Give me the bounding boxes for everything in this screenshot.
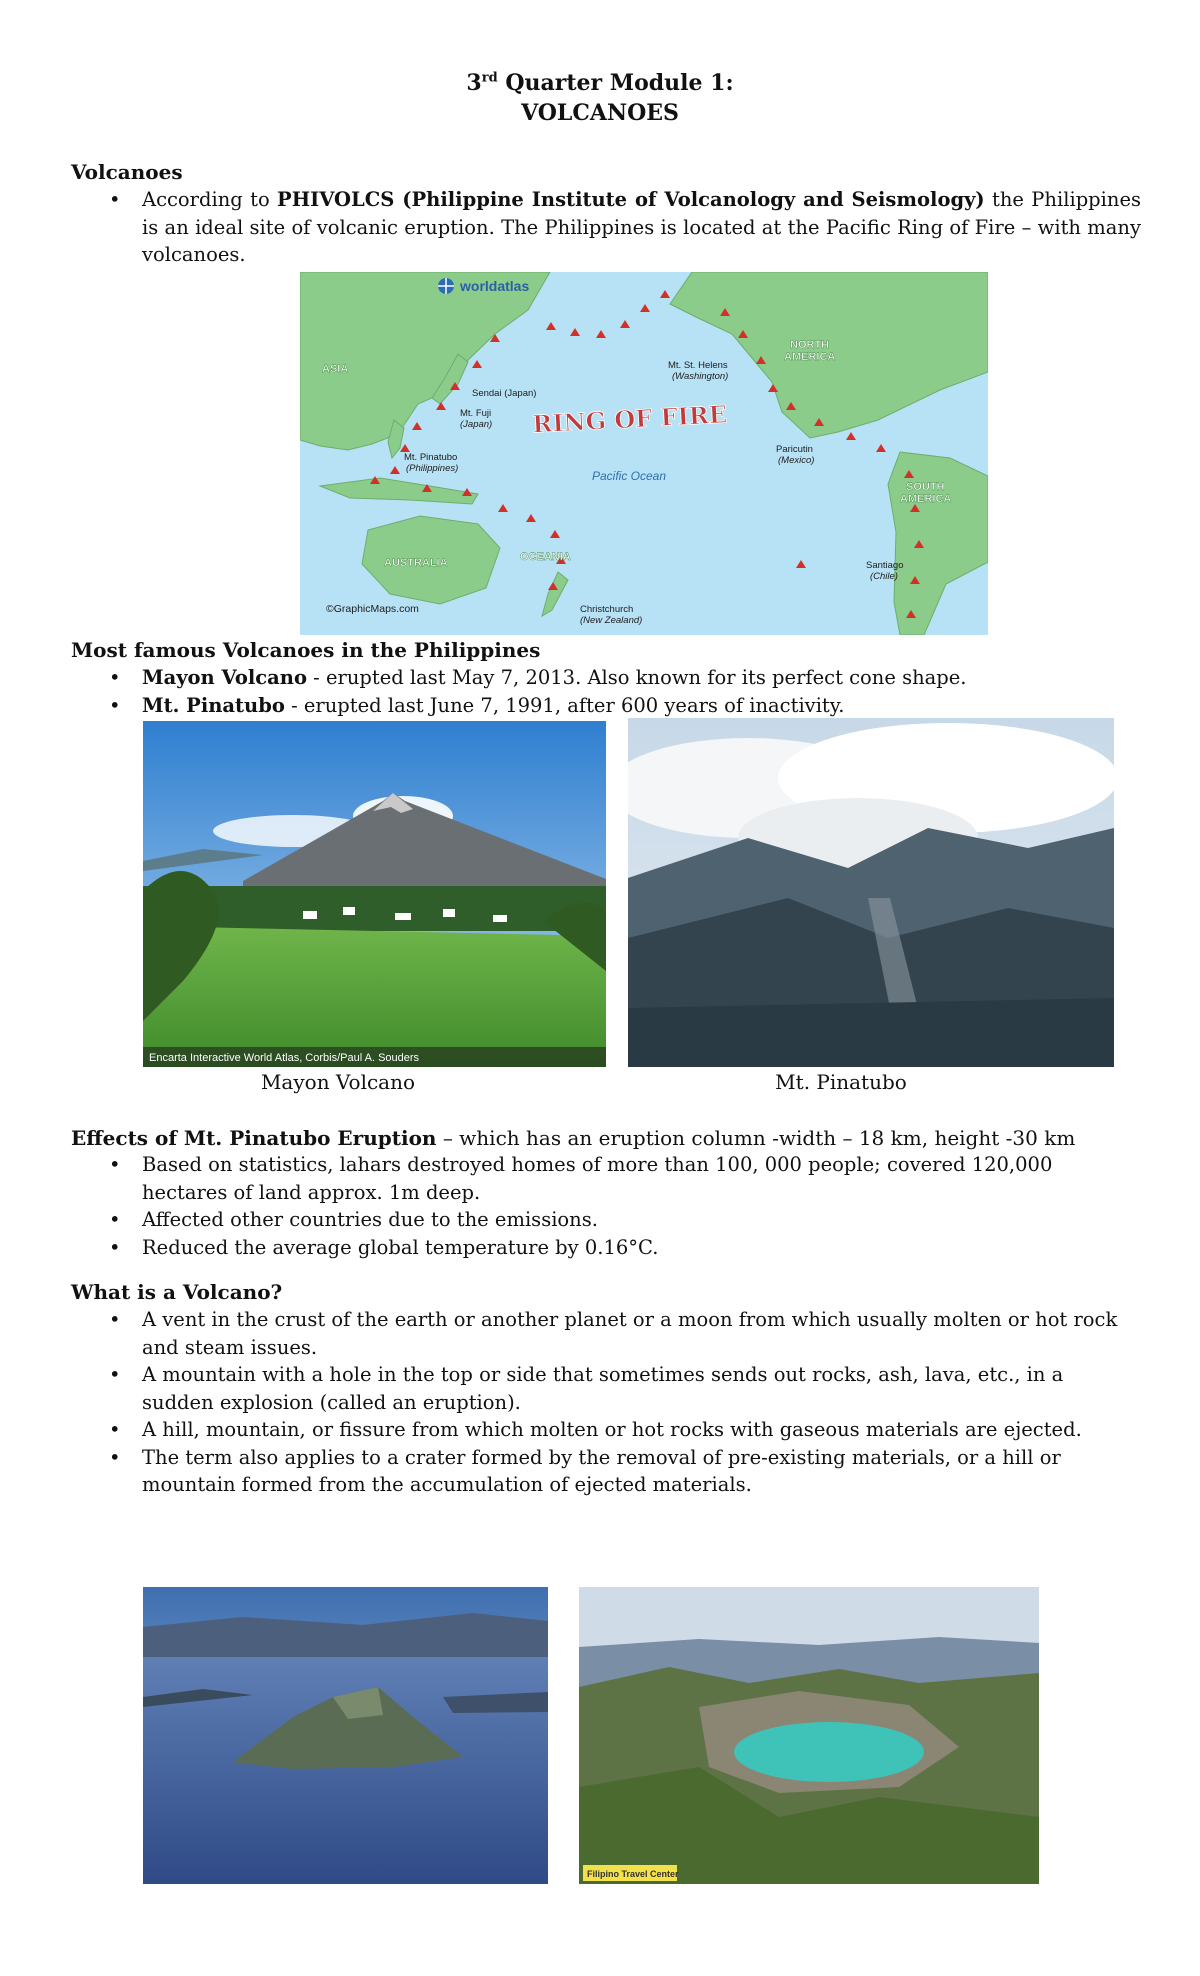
place-label: Christchurch (580, 604, 634, 615)
list-item: • Mt. Pinatubo - erupted last June 7, 1991, after 600 years of inactivity. (71, 692, 1141, 720)
place-label: Sendai (Japan) (472, 388, 537, 399)
ocean-label: Pacific Ocean (592, 469, 667, 483)
list-item: • A mountain with a hole in the top or side that sometimes sends out rocks, ash, lava, etc., in a sudden explosion (called an eruption). (71, 1361, 1141, 1416)
place-label: Paricutin (776, 444, 813, 455)
ring-of-fire-map (300, 272, 988, 635)
list-item: • According to PHIVOLCS (Philippine Institute of Volcanology and Seismology) the Philippines is an ideal site of volcanic eruption. The Philippines is located at the Pacific Ring of Fire – with many volcanoes. (71, 186, 1141, 269)
continent-label: SOUTH (906, 481, 945, 493)
continent-label: ASIA (322, 363, 349, 375)
continent-label: NORTH (790, 339, 830, 351)
effects-heading: Effects of Mt. Pinatubo Eruption – which has an eruption column -width – 18 km, height -30 km (71, 1126, 1076, 1150)
map-brand: worldatlas (460, 278, 530, 294)
photo-credit: Filipino Travel Center (587, 1869, 679, 1879)
mayon-caption: Mayon Volcano (260, 1070, 416, 1094)
list-item: • Based on statistics, lahars destroyed homes of more than 100, 000 people; covered 120,000 hectares of land approx. 1m deep. (71, 1151, 1141, 1206)
volcanoes-list (71, 186, 1141, 269)
place-label: Mt. Fuji (460, 408, 492, 419)
famous-volcanoes-heading: Most famous Volcanoes in the Philippines (71, 638, 541, 662)
taal-volcano-photo (143, 1587, 548, 1884)
pinatubo-photo (628, 718, 1114, 1067)
module-subtitle: VOLCANOES (521, 100, 679, 126)
list-item: • The term also applies to a crater formed by the removal of pre-existing materials, or a hill or mountain formed from the accumulation of ejected materials. (71, 1444, 1141, 1499)
pinatubo-caption: Mt. Pinatubo (775, 1070, 907, 1094)
photo-credit: Encarta Interactive World Atlas, Corbis/Paul A. Souders (149, 1052, 420, 1064)
continent-label: AUSTRALIA (384, 557, 448, 569)
volcanoes-heading: Volcanoes (71, 160, 183, 184)
place-label: Santiago (866, 560, 904, 571)
famous-volcanoes-list (71, 664, 1141, 719)
place-label: Mt. Pinatubo (404, 452, 458, 463)
list-item: • A vent in the crust of the earth or another planet or a moon from which usually molten or hot rock and steam issues. (71, 1306, 1141, 1361)
list-item: • Reduced the average global temperature by 0.16°C. (71, 1234, 1141, 1262)
place-label: Mt. St. Helens (668, 360, 728, 371)
continent-label: AMERICA (900, 493, 952, 505)
place-label: (New Zealand) (580, 615, 643, 626)
continent-label: OCEANIA (520, 551, 571, 563)
mayon-volcano-photo (143, 721, 606, 1067)
place-label: (Washington) (672, 371, 729, 382)
place-label: (Japan) (460, 419, 493, 430)
list-item: • Mayon Volcano - erupted last May 7, 2013. Also known for its perfect cone shape. (71, 664, 1141, 692)
effects-list (71, 1151, 1141, 1261)
what-is-volcano-list (71, 1306, 1141, 1499)
map-credit: ©GraphicMaps.com (326, 603, 419, 615)
place-label: (Chile) (870, 571, 898, 582)
list-item: • A hill, mountain, or fissure from which molten or hot rocks with gaseous materials are ejected. (71, 1416, 1141, 1444)
list-item: • Affected other countries due to the emissions. (71, 1206, 1141, 1234)
ring-of-fire-label: RING OF FIRE (531, 399, 728, 439)
continent-label: AMERICA (784, 351, 836, 363)
place-label: (Mexico) (778, 455, 815, 466)
module-title: 3rd Quarter Module 1: (466, 70, 734, 96)
place-label: (Philippines) (406, 463, 459, 474)
pinatubo-crater-lake-photo (579, 1587, 1039, 1884)
what-is-volcano-heading: What is a Volcano? (71, 1280, 283, 1304)
